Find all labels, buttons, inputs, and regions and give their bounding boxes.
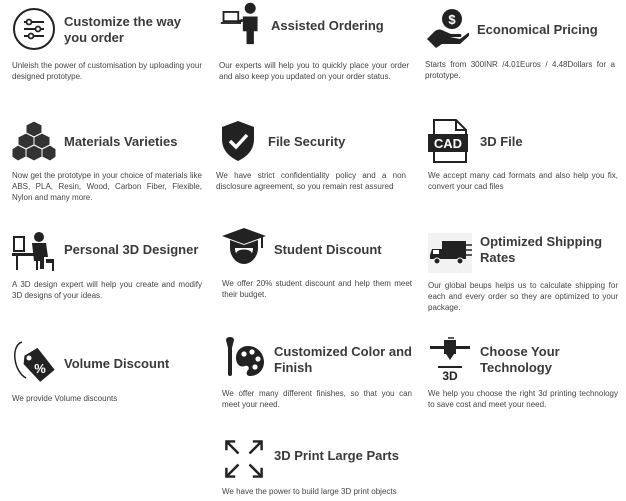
- printer-label: 3D: [442, 369, 458, 382]
- feature-title: File Security: [268, 134, 346, 149]
- feature-description: We have strict confidentiality policy and a non disclosure agreement, so you remain rest assured: [216, 171, 406, 191]
- feature-title: Student Discount: [274, 242, 382, 257]
- graduate-icon: [222, 226, 266, 272]
- shipping-truck-icon: [428, 230, 472, 276]
- shield-check-icon: [216, 118, 260, 164]
- feature-title: Economical Pricing: [477, 22, 598, 37]
- designer-desk-icon: [12, 228, 56, 274]
- feature-title: Volume Discount: [64, 356, 170, 371]
- feature-description: A 3D design expert will help you create and modify 3D designs of your ideas.: [12, 280, 202, 300]
- feature-description: We provide Volume discounts: [12, 394, 118, 403]
- money-hand-icon: [425, 6, 469, 52]
- feature-description: Starts from 300INR /4.01Euros / 4.48Dollars for a prototype.: [425, 60, 615, 80]
- feature-title: 3D File: [480, 134, 523, 149]
- feature-description: Now get the prototype in your choice of materials like ABS, PLA, Resin, Wood, Carbon Fiber, Flexible, Nylon and many more.: [12, 171, 202, 202]
- feature-title: Personal 3D Designer: [64, 242, 199, 257]
- feature-title: Customized Color and Finish: [274, 344, 412, 375]
- assistant-icon: [219, 0, 263, 46]
- feature-title: Materials Varieties: [64, 134, 178, 149]
- material-blocks-icon: [12, 118, 56, 164]
- 3d-printer-icon: [428, 336, 472, 382]
- expand-arrows-icon: [222, 436, 266, 482]
- feature-description: We help you choose the right 3d printing technology to save cost and meet your need.: [428, 389, 618, 409]
- feature-title: Customize the way you order: [64, 14, 182, 45]
- feature-description: We offer 20% student discount and help them meet their budget.: [222, 279, 412, 299]
- feature-description: Our experts will help you to quickly place your order and also keep you updated on your order status.: [219, 61, 409, 81]
- feature-title: Assisted Ordering: [271, 18, 384, 33]
- feature-title: Choose Your Technology: [480, 344, 560, 375]
- discount-tag-icon: [12, 340, 56, 386]
- feature-description: We have the power to build large 3D print objects: [222, 487, 397, 496]
- feature-title: Optimized Shipping Rates: [480, 234, 603, 265]
- cad-file-icon: [428, 118, 472, 164]
- feature-description: Our global beups helps us to calculate shipping for each and every order so they are optimized to your package.: [428, 281, 618, 312]
- feature-description: We accept many cad formats and also help you fix, convert your cad files: [428, 171, 618, 191]
- feature-description: We offer many different finishes, so that you can meet your need.: [222, 389, 412, 409]
- feature-description: Unleish the power of customisation by uploading your designed prototype.: [12, 61, 202, 81]
- svg-text:$: $: [448, 12, 456, 27]
- tag-label: %: [34, 361, 46, 376]
- palette-icon: [222, 336, 266, 382]
- sliders-icon: [12, 6, 56, 52]
- cad-label: CAD: [433, 136, 463, 151]
- feature-title: 3D Print Large Parts: [274, 448, 399, 463]
